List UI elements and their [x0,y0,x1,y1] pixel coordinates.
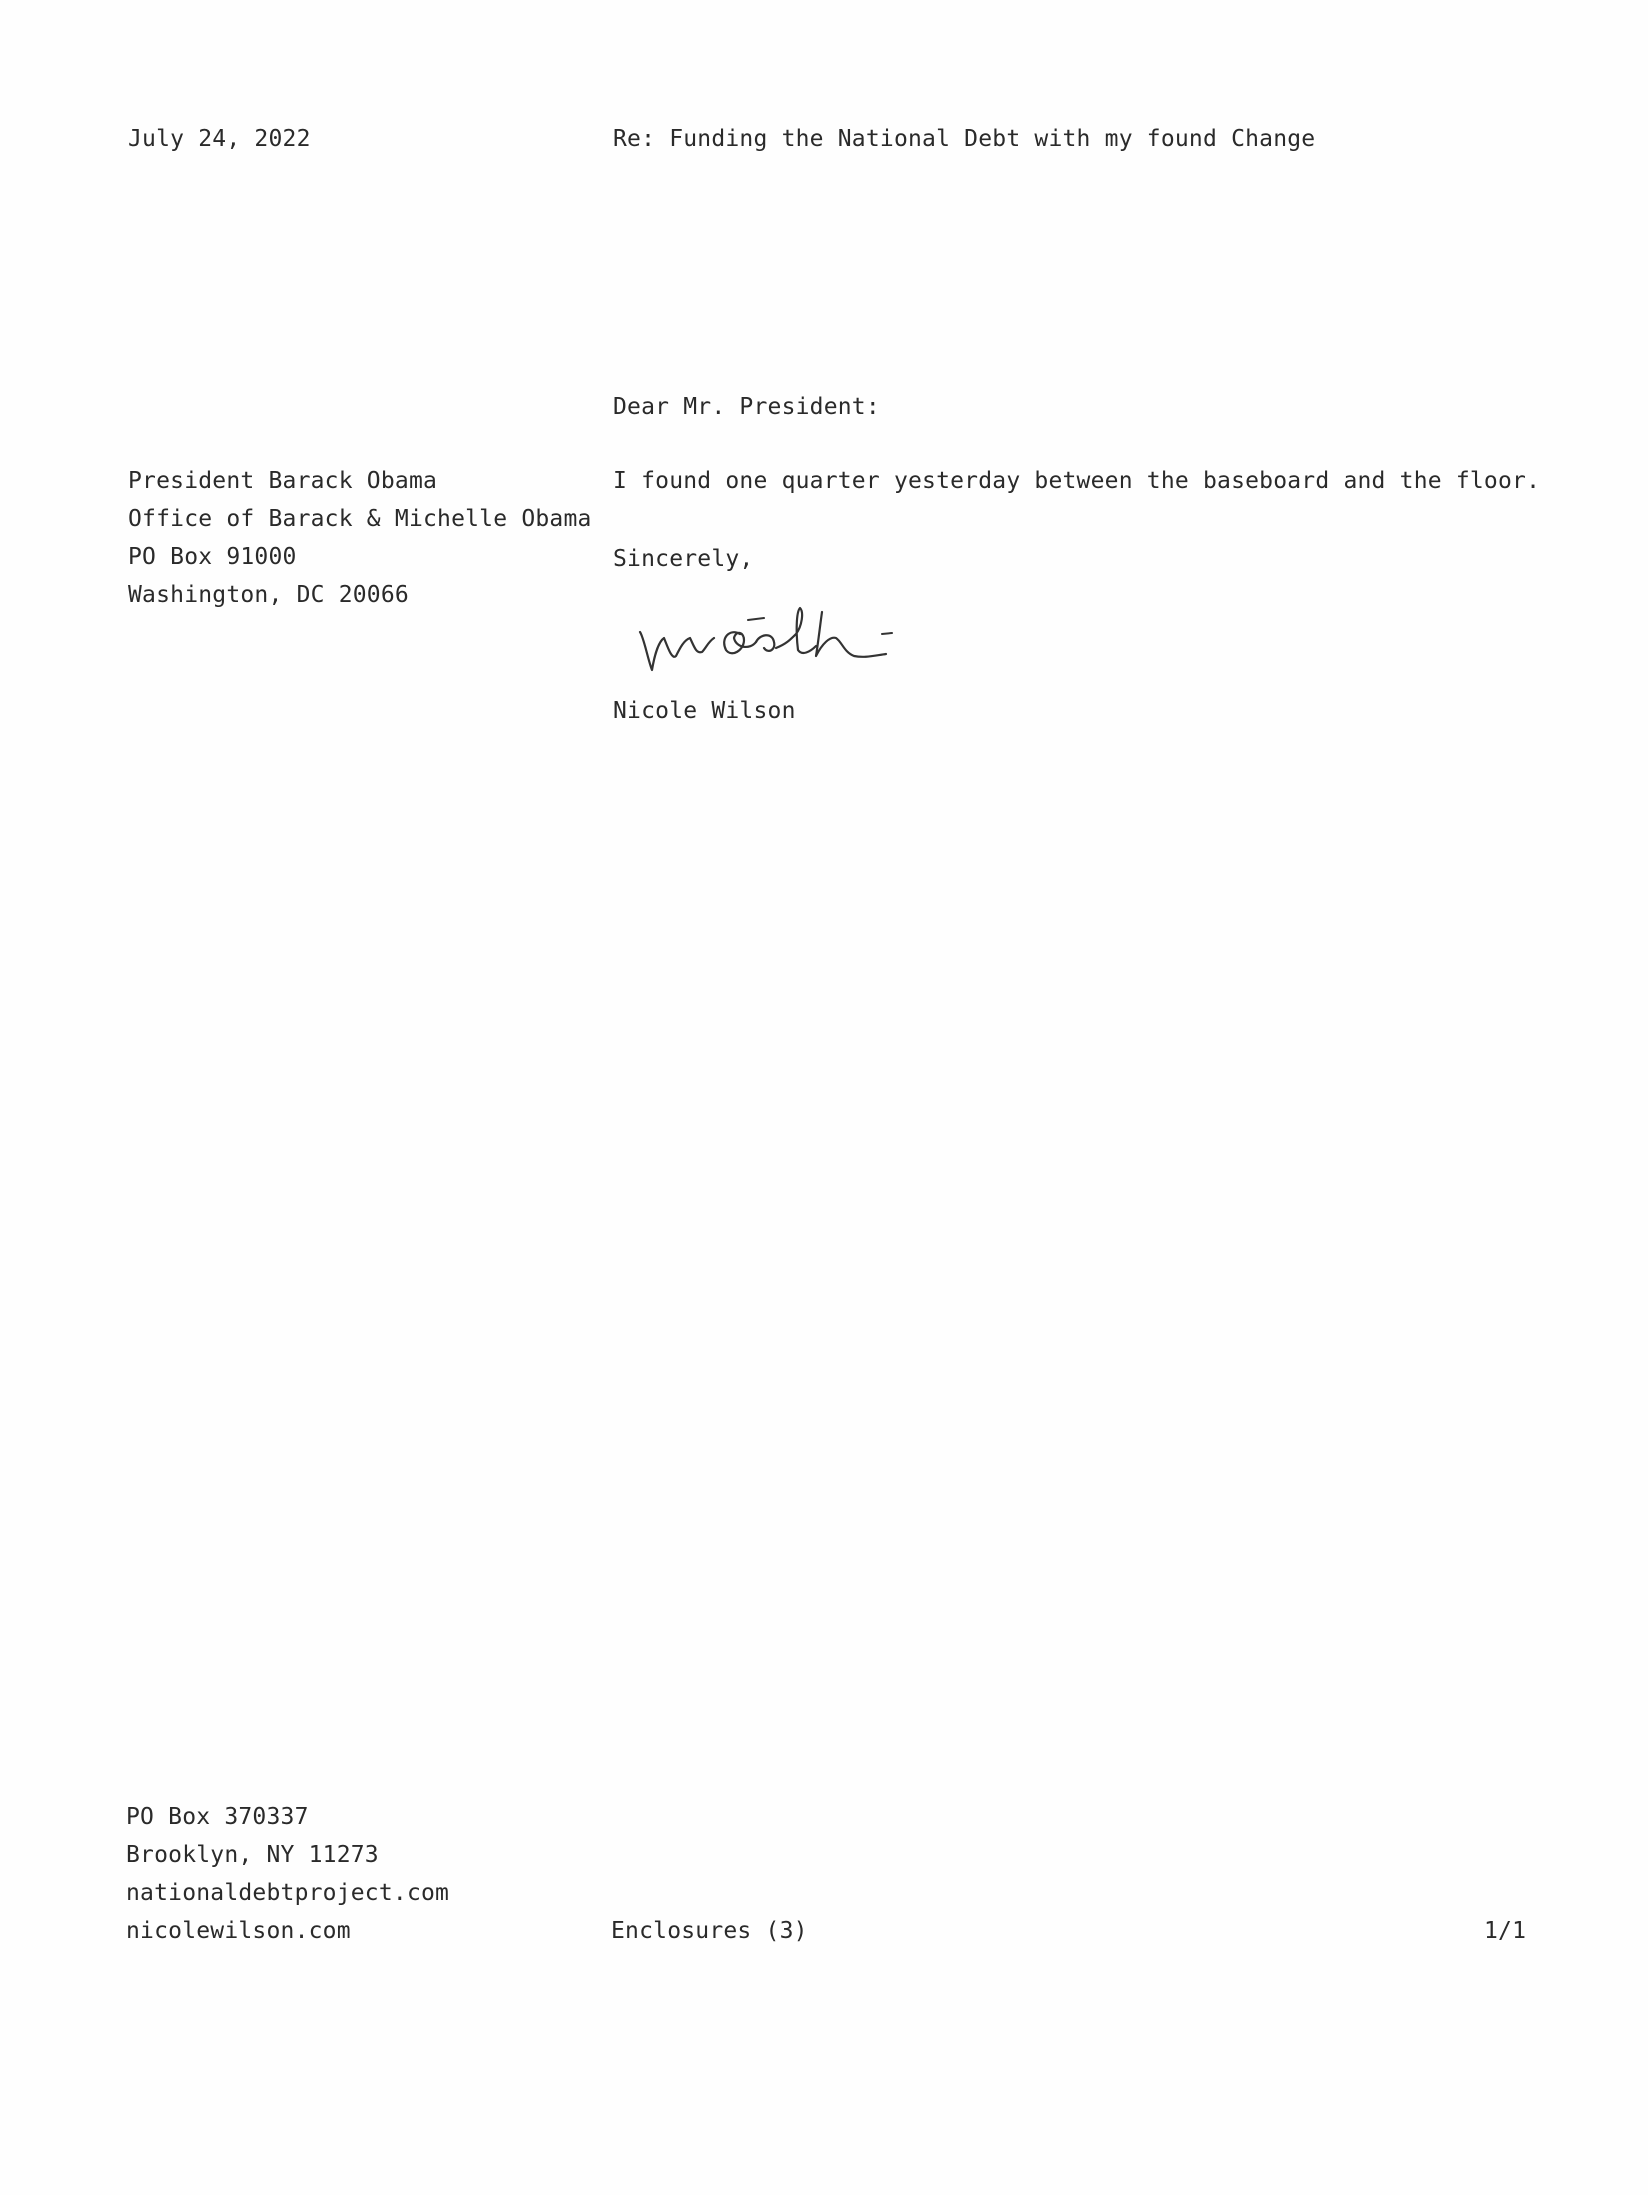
signer-name: Nicole Wilson [613,698,796,724]
letter-body: I found one quarter yesterday between the baseboard and the floor. [613,468,1541,494]
recipient-line: President Barack Obama [128,468,438,494]
sender-website: nicolewilson.com [126,1918,351,1944]
letter-subject: Re: Funding the National Debt with my found Change [613,126,1316,152]
recipient-line: Washington, DC 20066 [128,582,409,608]
sender-line: PO Box 370337 [126,1804,309,1830]
handwritten-signature [636,598,948,678]
page-number: 1/1 [1484,1918,1527,1944]
letter-date: July 24, 2022 [128,126,311,152]
salutation: Dear Mr. President: [613,394,880,420]
sender-address [126,1798,449,1950]
sender-line: Brooklyn, NY 11273 [126,1842,379,1868]
closing: Sincerely, [613,546,754,572]
recipient-line: PO Box 91000 [128,544,297,570]
recipient-address [128,462,592,614]
enclosures-note: Enclosures (3) [611,1918,808,1944]
recipient-line: Office of Barack & Michelle Obama [128,506,592,532]
sender-website: nationaldebtproject.com [126,1880,450,1906]
